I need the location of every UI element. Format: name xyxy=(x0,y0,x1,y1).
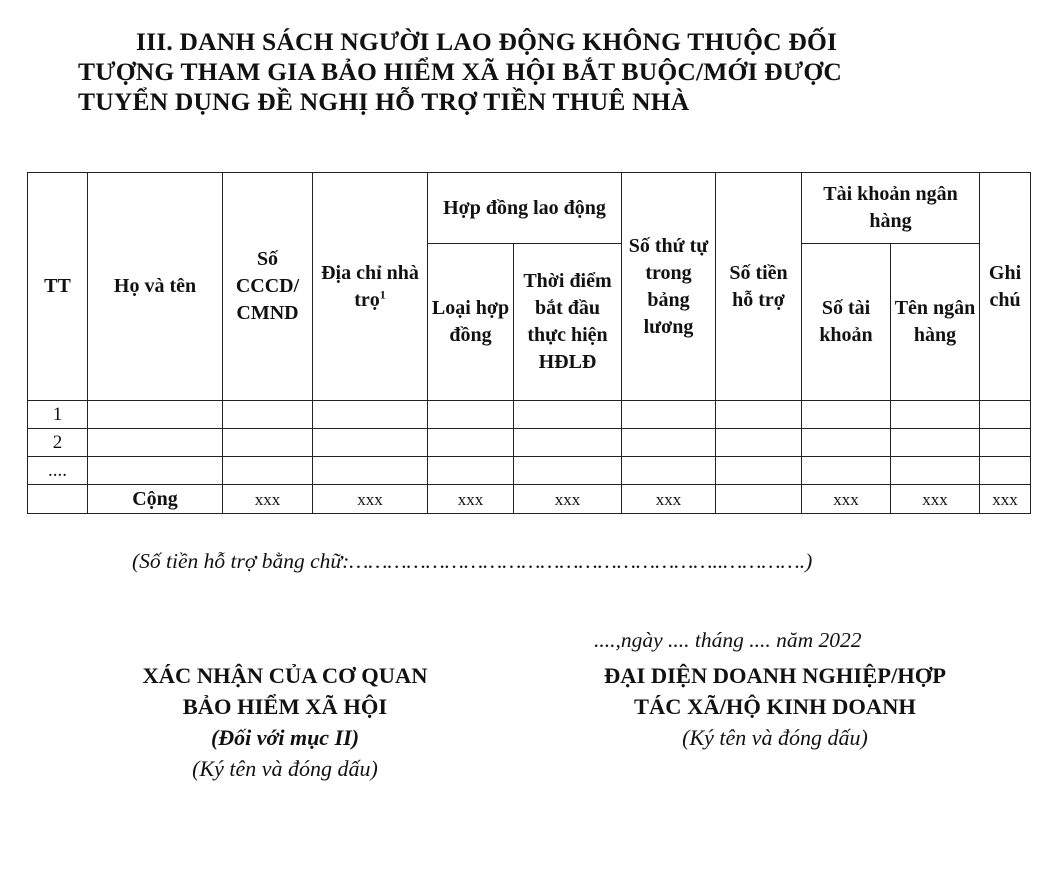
total-cell: xxx xyxy=(891,485,980,514)
total-label: Cộng xyxy=(88,485,223,514)
header-contract-group: Hợp đồng lao động xyxy=(428,173,622,244)
total-row xyxy=(28,485,1031,514)
total-cell: xxx xyxy=(622,485,716,514)
footnote-marker: 1 xyxy=(379,286,386,301)
header-payroll-no: Số thứ tự trong bảng lương xyxy=(622,173,716,401)
heading-line-1: III. DANH SÁCH NGƯỜI LAO ĐỘNG KHÔNG THUỘC ĐỐI xyxy=(136,27,838,56)
table-row xyxy=(28,429,1031,457)
total-cell: xxx xyxy=(428,485,514,514)
right-title-line-1: ĐẠI DIỆN DOANH NGHIỆP/HỢP xyxy=(604,663,946,688)
header-contract-type: Loại hợp đồng xyxy=(428,244,514,401)
total-cell: xxx xyxy=(313,485,428,514)
header-tt: TT xyxy=(28,173,88,401)
header-name: Họ và tên xyxy=(88,173,223,401)
amount-in-words: (Số tiền hỗ trợ bằng chữ:…………………………………………………..………….) xyxy=(132,549,813,573)
right-title-line-2: TÁC XÃ/HỘ KINH DOANH xyxy=(634,694,916,719)
header-address xyxy=(313,173,428,401)
left-sign-instruction: (Ký tên và đóng dấu) xyxy=(192,756,378,781)
right-sign-instruction: (Ký tên và đóng dấu) xyxy=(682,725,868,750)
header-contract-start: Thời điểm bắt đầu thực hiện HĐLĐ xyxy=(514,244,622,401)
header-address-label: Địa chỉ nhà trọ xyxy=(321,261,419,311)
total-cell: xxx xyxy=(223,485,313,514)
table-row xyxy=(28,457,1031,485)
left-title-line-2: BẢO HIỂM XÃ HỘI xyxy=(182,694,388,719)
header-id: Số CCCD/ CMND xyxy=(223,173,313,401)
enterprise-representative xyxy=(545,660,1005,753)
total-cell: xxx xyxy=(514,485,622,514)
row-number: 2 xyxy=(28,429,88,457)
header-bank-name: Tên ngân hàng xyxy=(891,244,980,401)
social-insurance-confirmation xyxy=(80,660,490,784)
row-number: .... xyxy=(28,457,88,485)
total-cell xyxy=(716,485,802,514)
table-row xyxy=(28,401,1031,429)
section-heading xyxy=(78,27,1008,117)
left-title-line-1: XÁC NHẬN CỦA CƠ QUAN xyxy=(142,663,428,688)
heading-line-3: TUYỂN DỤNG ĐỀ NGHỊ HỖ TRỢ TIỀN THUÊ NHÀ xyxy=(78,87,690,116)
header-account-no: Số tài khoản xyxy=(802,244,891,401)
total-cell: xxx xyxy=(802,485,891,514)
header-note: Ghi chú xyxy=(980,173,1031,401)
header-amount: Số tiền hỗ trợ xyxy=(716,173,802,401)
heading-line-2: TƯỢNG THAM GIA BẢO HIỂM XÃ HỘI BẮT BUỘC/MỚI ĐƯỢC xyxy=(78,57,843,86)
date-line: ....,ngày .... tháng .... năm 2022 xyxy=(594,628,862,652)
worker-list-table xyxy=(27,172,1031,514)
left-note: (Đối với mục II) xyxy=(210,725,360,750)
total-cell: xxx xyxy=(980,485,1031,514)
header-bank-group: Tài khoản ngân hàng xyxy=(802,173,980,244)
row-number: 1 xyxy=(28,401,88,429)
